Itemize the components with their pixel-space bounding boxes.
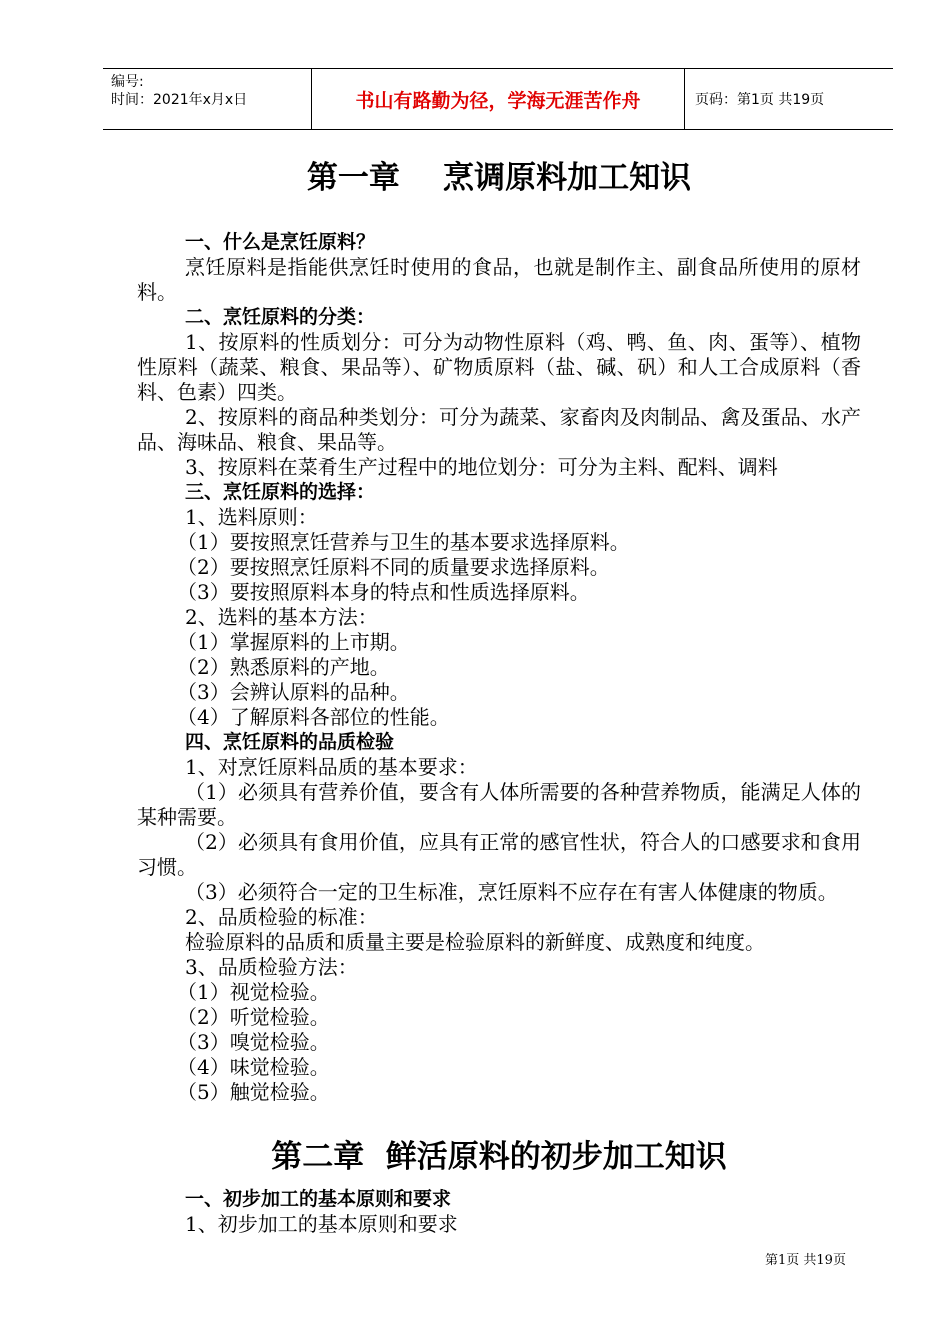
document-number-label: 编号:	[111, 74, 144, 90]
header-motto: 书山有路勤为径，学海无涯苦作舟	[312, 69, 685, 129]
subsection-label: 1、选料原则：	[185, 505, 318, 529]
list-item: （2）要按照烹饪原料不同的质量要求选择原料。	[177, 555, 610, 579]
list-item: （3）嗅觉检验。	[177, 1030, 330, 1054]
chapter-1-title: 第一章 烹调原料加工知识	[306, 160, 692, 196]
paragraph: 烹饪原料是指能供烹饪时使用的食品，也就是制作主、副食品所使用的原材料。	[137, 255, 861, 304]
list-item: （3）要按照原料本身的特点和性质选择原料。	[177, 580, 590, 604]
subsection-label: 2、品质检验的标准：	[185, 905, 378, 929]
paragraph: （1）必须具有营养价值，要含有人体所需要的各种营养物质，能满足人体的某种需要。	[137, 780, 861, 829]
list-item: （2）听觉检验。	[177, 1005, 330, 1029]
paragraph: （3）必须符合一定的卫生标准，烹饪原料不应存在有害人体健康的物质。	[185, 880, 838, 904]
section-heading: 二、烹饪原料的分类：	[185, 306, 376, 328]
paragraph: 2、按原料的商品种类划分：可分为蔬菜、家畜肉及肉制品、禽及蛋品、水产品、海味品、粮食、果品等。	[137, 405, 861, 454]
header-page-number: 页码：第1页 共19页	[695, 92, 825, 108]
list-item: （5）触觉检验。	[177, 1080, 330, 1104]
header-meta	[103, 69, 312, 129]
paragraph: 3、按原料在菜肴生产过程中的地位划分：可分为主料、配料、调料	[185, 455, 778, 479]
subsection-label: 3、品质检验方法：	[185, 955, 358, 979]
paragraph: 检验原料的品质和质量主要是检验原料的新鲜度、成熟度和纯度。	[185, 930, 765, 954]
subsection-label: 1、对烹饪原料品质的基本要求：	[185, 755, 478, 779]
list-item: （1）掌握原料的上市期。	[177, 630, 410, 654]
list-item: （2）熟悉原料的产地。	[177, 655, 390, 679]
subsection-label: 2、选料的基本方法：	[185, 605, 378, 629]
subsection-label: 1、初步加工的基本原则和要求	[185, 1212, 458, 1236]
page-header	[103, 68, 893, 130]
section-heading: 一、什么是烹饪原料？	[185, 231, 376, 253]
list-item: （4）了解原料各部位的性能。	[177, 705, 450, 729]
document-body	[137, 148, 861, 1237]
page-footer: 第1页 共19页	[765, 1253, 846, 1268]
document-date: 时间：2021年x月x日	[111, 92, 248, 108]
list-item: （1）要按照烹饪营养与卫生的基本要求选择原料。	[177, 530, 630, 554]
chapter-2-title: 第二章 鲜活原料的初步加工知识	[271, 1139, 727, 1175]
list-item: （1）视觉检验。	[177, 980, 330, 1004]
section-heading: 三、烹饪原料的选择：	[185, 481, 376, 503]
paragraph: （2）必须具有食用价值，应具有正常的感官性状，符合人的口感要求和食用习惯。	[137, 830, 861, 879]
list-item: （3）会辨认原料的品种。	[177, 680, 410, 704]
section-heading: 一、初步加工的基本原则和要求	[185, 1188, 452, 1210]
paragraph: 1、按原料的性质划分：可分为动物性原料（鸡、鸭、鱼、肉、蛋等）、植物性原料（蔬菜、粮食、果品等）、矿物质原料（盐、碱、矾）和人工合成原料（香料、色素）四类。	[137, 330, 861, 404]
list-item: （4）味觉检验。	[177, 1055, 330, 1079]
section-heading: 四、烹饪原料的品质检验	[185, 731, 395, 753]
